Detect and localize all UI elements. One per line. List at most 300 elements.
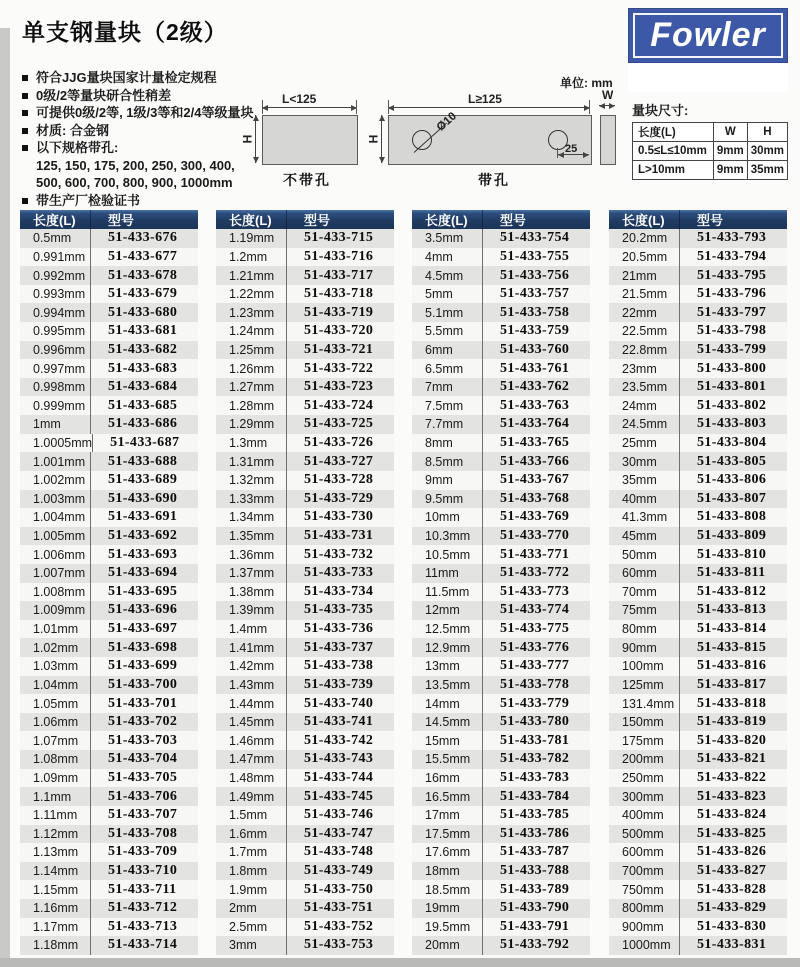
length-cell: 1.46mm: [216, 731, 287, 750]
table-row: [216, 583, 394, 602]
model-number-cell: 51-433-764: [500, 416, 570, 432]
model-number-cell: 51-433-798: [697, 323, 767, 339]
table-row: [412, 657, 590, 676]
model-number-cell: 51-433-708: [108, 825, 178, 841]
length-cell: 1.07mm: [20, 731, 91, 750]
length-cell: 125mm: [609, 676, 680, 695]
model-number-cell: 51-433-777: [500, 658, 570, 674]
dim-tick: [589, 100, 590, 114]
model-number-cell: 51-433-724: [304, 397, 374, 413]
table-row: [216, 806, 394, 825]
model-number-cell: 51-433-712: [108, 900, 178, 916]
model-table-header-cell: 长度(L): [216, 210, 287, 229]
length-cell: 10.5mm: [412, 545, 483, 564]
size-cell: 0.5≤L≤10mm: [633, 142, 714, 161]
table-row: [216, 285, 394, 304]
model-number-cell: 51-433-794: [697, 248, 767, 264]
length-cell: 1.19mm: [216, 229, 287, 248]
model-number-cell: 51-433-727: [304, 453, 374, 469]
model-number-cell: 51-433-745: [304, 788, 374, 804]
table-row: [20, 490, 198, 509]
table-row: [609, 248, 787, 267]
length-cell: 1.08mm: [20, 750, 91, 769]
size-cell: 30mm: [747, 142, 787, 161]
model-number-cell: 51-433-719: [304, 304, 374, 320]
model-number-cell: 51-433-689: [108, 472, 178, 488]
table-row: [216, 564, 394, 583]
model-number-cell: 51-433-799: [697, 341, 767, 357]
length-cell: 1.29mm: [216, 415, 287, 434]
model-number-cell: 51-433-695: [108, 583, 178, 599]
table-row: [609, 415, 787, 434]
table-row: [412, 825, 590, 844]
table-row: [216, 657, 394, 676]
model-number-cell: 51-433-734: [304, 583, 374, 599]
length-cell: 1.9mm: [216, 880, 287, 899]
length-cell: 1.33mm: [216, 490, 287, 509]
table-row: [609, 620, 787, 639]
model-number-cell: 51-433-701: [108, 695, 178, 711]
table-row: [216, 248, 394, 267]
model-number-cell: 51-433-826: [697, 844, 767, 860]
model-number-cell: 51-433-769: [500, 509, 570, 525]
length-cell: 1.32mm: [216, 471, 287, 490]
length-cell: 14mm: [412, 694, 483, 713]
table-row: [216, 229, 394, 248]
model-number-cell: 51-433-679: [108, 286, 178, 302]
length-cell: 1.49mm: [216, 787, 287, 806]
length-cell: 1.27mm: [216, 378, 287, 397]
length-cell: 13.5mm: [412, 676, 483, 695]
size-header-h: H: [747, 123, 787, 142]
model-number-cell: 51-433-762: [500, 379, 570, 395]
size-cell: 35mm: [747, 161, 787, 180]
model-number-cell: 51-433-766: [500, 453, 570, 469]
table-row: [412, 583, 590, 602]
length-cell: 1.28mm: [216, 396, 287, 415]
table-row: [609, 899, 787, 918]
length-cell: 7.5mm: [412, 396, 483, 415]
model-number-cell: 51-433-720: [304, 323, 374, 339]
model-number-cell: 51-433-694: [108, 565, 178, 581]
model-number-cell: 51-433-788: [500, 863, 570, 879]
length-cell: 0.993mm: [20, 285, 91, 304]
table-row: [609, 471, 787, 490]
table-row: [412, 508, 590, 527]
length-cell: 500mm: [609, 825, 680, 844]
table-row: [20, 638, 198, 657]
table-row: [412, 378, 590, 397]
model-table-header-row: [412, 210, 590, 229]
table-row: [609, 862, 787, 881]
table-row: [412, 285, 590, 304]
table-row: [20, 750, 198, 769]
model-number-cell: 51-433-725: [304, 416, 374, 432]
table-row: [20, 880, 198, 899]
table-row: [412, 936, 590, 955]
table-row: [20, 713, 198, 732]
length-cell: 5.1mm: [412, 303, 483, 322]
model-number-cell: 51-433-737: [304, 639, 374, 655]
table-row: [609, 769, 787, 788]
length-cell: 1.006mm: [20, 545, 91, 564]
gauge-block-side-view: [600, 115, 616, 165]
length-cell: 1.38mm: [216, 583, 287, 602]
table-row: [412, 415, 590, 434]
model-number-cell: 51-433-697: [108, 621, 178, 637]
table-row: [609, 694, 787, 713]
model-number-cell: 51-433-721: [304, 341, 374, 357]
model-number-cell: 51-433-789: [500, 881, 570, 897]
hole-offset-label: 25: [565, 143, 578, 155]
table-row: [20, 341, 198, 360]
model-number-cell: 51-433-807: [697, 490, 767, 506]
model-number-cell: 51-433-750: [304, 881, 374, 897]
feature-text: 可提供0级/2等, 1级/3等和2/4等级量块: [36, 105, 254, 120]
table-row: [20, 285, 198, 304]
length-cell: 24mm: [609, 396, 680, 415]
length-cell: 1.001mm: [20, 452, 91, 471]
length-cell: 12mm: [412, 601, 483, 620]
length-cell: 1.21mm: [216, 266, 287, 285]
table-row: [20, 434, 198, 453]
length-cell: 1.004mm: [20, 508, 91, 527]
table-row: [20, 396, 198, 415]
length-cell: 3.5mm: [412, 229, 483, 248]
table-row: [412, 620, 590, 639]
length-cell: 1.41mm: [216, 638, 287, 657]
bullet-square-icon: [22, 75, 28, 81]
model-number-cell: 51-433-736: [304, 621, 374, 637]
table-row: [20, 936, 198, 955]
model-number-cell: 51-433-703: [108, 732, 178, 748]
length-cell: 1.6mm: [216, 825, 287, 844]
length-cell: 1.8mm: [216, 862, 287, 881]
dim-label-right-length: L≥125: [468, 92, 502, 106]
table-row: [609, 583, 787, 602]
table-row: [216, 545, 394, 564]
dim-line-left-length: [262, 107, 357, 108]
length-cell: 800mm: [609, 899, 680, 918]
model-number-cell: 51-433-814: [697, 621, 767, 637]
length-cell: 5.5mm: [412, 322, 483, 341]
length-cell: 2mm: [216, 899, 287, 918]
table-row: [412, 248, 590, 267]
feature-text: 带生产厂检验证书: [36, 192, 141, 208]
brand-logo-text: Fowler: [650, 15, 766, 54]
length-cell: 18.5mm: [412, 880, 483, 899]
length-cell: 17.5mm: [412, 825, 483, 844]
bullet-square-icon: [22, 128, 28, 134]
model-number-cell: 51-433-744: [304, 769, 374, 785]
model-number-cell: 51-433-767: [500, 472, 570, 488]
model-number-cell: 51-433-790: [500, 900, 570, 916]
model-number-cell: 51-433-730: [304, 509, 374, 525]
model-table-header-cell: 型号: [108, 213, 135, 228]
table-row: [20, 359, 198, 378]
model-number-cell: 51-433-808: [697, 509, 767, 525]
size-cell: 9mm: [713, 161, 747, 180]
page-title: 单支钢量块（2级）: [22, 19, 228, 45]
length-cell: 24.5mm: [609, 415, 680, 434]
table-row: [20, 471, 198, 490]
model-number-cell: 51-433-718: [304, 286, 374, 302]
model-table-3: [412, 210, 590, 955]
length-cell: 175mm: [609, 731, 680, 750]
model-table-header-cell: 长度(L): [609, 210, 680, 229]
table-row: [216, 694, 394, 713]
length-cell: 13mm: [412, 657, 483, 676]
model-number-cell: 51-433-772: [500, 565, 570, 581]
table-row: [20, 918, 198, 937]
model-number-cell: 51-433-831: [697, 937, 767, 953]
dim-line-width: [599, 105, 615, 106]
table-row: [216, 378, 394, 397]
table-row: [216, 303, 394, 322]
table-row: [20, 415, 198, 434]
table-row: [412, 564, 590, 583]
model-table-header-row: [20, 210, 198, 229]
table-row: [20, 731, 198, 750]
model-number-cell: 51-433-693: [108, 546, 178, 562]
model-number-cell: 51-433-804: [697, 435, 767, 450]
dim-tick: [356, 100, 357, 114]
model-number-cell: 51-433-705: [108, 769, 178, 785]
length-cell: 1.15mm: [20, 880, 91, 899]
model-number-cell: 51-433-820: [697, 732, 767, 748]
length-cell: 9.5mm: [412, 490, 483, 509]
table-row: [412, 862, 590, 881]
model-number-cell: 51-433-797: [697, 304, 767, 320]
table-row: [412, 471, 590, 490]
table-row: [609, 676, 787, 695]
length-cell: 1mm: [20, 415, 91, 434]
table-row: [609, 918, 787, 937]
model-number-cell: 51-433-706: [108, 788, 178, 804]
model-number-cell: 51-433-755: [500, 248, 570, 264]
table-row: [20, 527, 198, 546]
table-row: [412, 843, 590, 862]
length-cell: 2.5mm: [216, 918, 287, 937]
table-row: [20, 378, 198, 397]
length-cell: 400mm: [609, 806, 680, 825]
table-row: [412, 303, 590, 322]
table-row: [412, 787, 590, 806]
length-cell: 12.9mm: [412, 638, 483, 657]
table-row: [20, 657, 198, 676]
dim-label-right-height: H: [366, 134, 381, 144]
model-number-cell: 51-433-796: [697, 286, 767, 302]
model-number-cell: 51-433-824: [697, 807, 767, 823]
length-cell: 1.2mm: [216, 248, 287, 267]
length-cell: 1.11mm: [20, 806, 91, 825]
model-number-cell: 51-433-770: [500, 528, 570, 544]
table-row: [412, 601, 590, 620]
length-cell: 1.44mm: [216, 694, 287, 713]
feature-text: 0级/2等量块研合性稍差: [36, 87, 172, 103]
model-number-cell: 51-433-787: [500, 844, 570, 860]
length-cell: 1.16mm: [20, 899, 91, 918]
table-row: [216, 899, 394, 918]
length-cell: 1.39mm: [216, 601, 287, 620]
length-cell: 150mm: [609, 713, 680, 732]
model-number-cell: 51-433-800: [697, 360, 767, 376]
model-number-cell: 51-433-751: [304, 900, 374, 916]
table-row: [412, 638, 590, 657]
length-cell: 1.12mm: [20, 825, 91, 844]
table-row: [412, 918, 590, 937]
length-cell: 23mm: [609, 359, 680, 378]
table-row: [412, 229, 590, 248]
table-row: [216, 322, 394, 341]
page-edge-bottom: [0, 958, 800, 967]
model-number-cell: 51-433-771: [500, 546, 570, 562]
model-number-cell: 51-433-691: [108, 509, 178, 525]
length-cell: 1.14mm: [20, 862, 91, 881]
length-cell: 0.997mm: [20, 359, 91, 378]
length-cell: 1.01mm: [20, 620, 91, 639]
length-cell: 10mm: [412, 508, 483, 527]
table-row: [216, 769, 394, 788]
table-row: [20, 248, 198, 267]
length-cell: 1.09mm: [20, 769, 91, 788]
length-cell: 11mm: [412, 564, 483, 583]
model-number-cell: 51-433-740: [304, 695, 374, 711]
length-cell: 7mm: [412, 378, 483, 397]
table-row: [609, 303, 787, 322]
table-row: [609, 322, 787, 341]
table-row: [20, 694, 198, 713]
length-cell: 700mm: [609, 862, 680, 881]
length-cell: 1.003mm: [20, 490, 91, 509]
table-row: [609, 750, 787, 769]
length-cell: 5mm: [412, 285, 483, 304]
size-header-length: 长度(L): [633, 123, 714, 142]
length-cell: 200mm: [609, 750, 680, 769]
model-table-header-row: [609, 210, 787, 229]
model-number-cell: 51-433-716: [304, 248, 374, 264]
model-number-cell: 51-433-782: [500, 751, 570, 767]
length-cell: 1.23mm: [216, 303, 287, 322]
model-number-cell: 51-433-811: [697, 565, 766, 581]
length-cell: 1.13mm: [20, 843, 91, 862]
dim-tick: [262, 100, 263, 114]
model-number-cell: 51-433-682: [108, 341, 178, 357]
model-table-1: [20, 210, 198, 955]
length-cell: 19mm: [412, 899, 483, 918]
length-cell: 16.5mm: [412, 787, 483, 806]
model-number-cell: 51-433-707: [108, 807, 178, 823]
feature-item: [22, 88, 412, 105]
table-row: [609, 806, 787, 825]
length-cell: 1.18mm: [20, 936, 91, 955]
model-table-header-cell: 型号: [697, 213, 724, 228]
length-cell: 1.008mm: [20, 583, 91, 602]
length-cell: 300mm: [609, 787, 680, 806]
feature-text: 500, 600, 700, 800, 900, 1000mm: [36, 175, 233, 190]
hole-left: [412, 130, 432, 150]
table-row: [609, 638, 787, 657]
table-row: [609, 601, 787, 620]
table-row: [609, 266, 787, 285]
length-cell: 22.8mm: [609, 341, 680, 360]
table-row: [20, 769, 198, 788]
length-cell: 1.34mm: [216, 508, 287, 527]
length-cell: 1.002mm: [20, 471, 91, 490]
table-row: [412, 713, 590, 732]
table-row: [609, 229, 787, 248]
length-cell: 20.5mm: [609, 248, 680, 267]
model-number-cell: 51-433-791: [500, 918, 570, 934]
model-number-cell: 51-433-829: [697, 900, 767, 916]
size-table-row: [633, 161, 788, 180]
model-number-cell: 51-433-815: [697, 639, 767, 655]
model-table-header-cell: 型号: [500, 213, 527, 228]
model-number-cell: 51-433-741: [304, 714, 374, 730]
table-row: [20, 545, 198, 564]
model-number-cell: 51-433-696: [108, 602, 178, 618]
length-cell: 1.005mm: [20, 527, 91, 546]
table-row: [609, 731, 787, 750]
feature-text: 材质: 合金钢: [36, 122, 109, 138]
model-number-cell: 51-433-786: [500, 825, 570, 841]
model-number-cell: 51-433-700: [108, 676, 178, 692]
table-row: [609, 490, 787, 509]
model-number-cell: 51-433-775: [500, 621, 570, 637]
model-number-cell: 51-433-685: [108, 397, 178, 413]
length-cell: 1.43mm: [216, 676, 287, 695]
model-number-cell: 51-433-690: [108, 490, 178, 506]
table-row: [412, 266, 590, 285]
model-number-cell: 51-433-749: [304, 863, 374, 879]
dim-line-left-height: [255, 115, 256, 163]
model-number-cell: 51-433-688: [108, 453, 178, 469]
model-number-cell: 51-433-702: [108, 714, 178, 730]
model-number-cell: 51-433-780: [500, 714, 570, 730]
length-cell: 10.3mm: [412, 527, 483, 546]
model-number-cell: 51-433-776: [500, 639, 570, 655]
model-number-cell: 51-433-781: [500, 732, 570, 748]
table-row: [412, 880, 590, 899]
length-cell: 15.5mm: [412, 750, 483, 769]
model-number-cell: 51-433-823: [697, 788, 767, 804]
length-cell: 18mm: [412, 862, 483, 881]
model-number-cell: 51-433-822: [697, 769, 767, 785]
model-number-cell: 51-433-806: [697, 472, 767, 488]
hole-diameter-label: Ø10: [434, 110, 459, 134]
table-row: [216, 638, 394, 657]
length-cell: 40mm: [609, 490, 680, 509]
length-cell: 35mm: [609, 471, 680, 490]
table-row: [216, 452, 394, 471]
length-cell: 1.36mm: [216, 545, 287, 564]
model-number-cell: 51-433-830: [697, 918, 767, 934]
table-row: [609, 657, 787, 676]
model-number-cell: 51-433-683: [108, 360, 178, 376]
model-number-cell: 51-433-803: [697, 416, 767, 432]
length-cell: 3mm: [216, 936, 287, 955]
length-cell: 1.04mm: [20, 676, 91, 695]
model-number-cell: 51-433-717: [304, 267, 374, 283]
table-row: [20, 601, 198, 620]
table-row: [412, 806, 590, 825]
model-table-4: [609, 210, 787, 955]
table-row: [20, 564, 198, 583]
length-cell: 1.17mm: [20, 918, 91, 937]
model-table-header-cell: 长度(L): [20, 210, 91, 229]
model-number-cell: 51-433-678: [108, 267, 178, 283]
model-number-cell: 51-433-756: [500, 267, 570, 283]
